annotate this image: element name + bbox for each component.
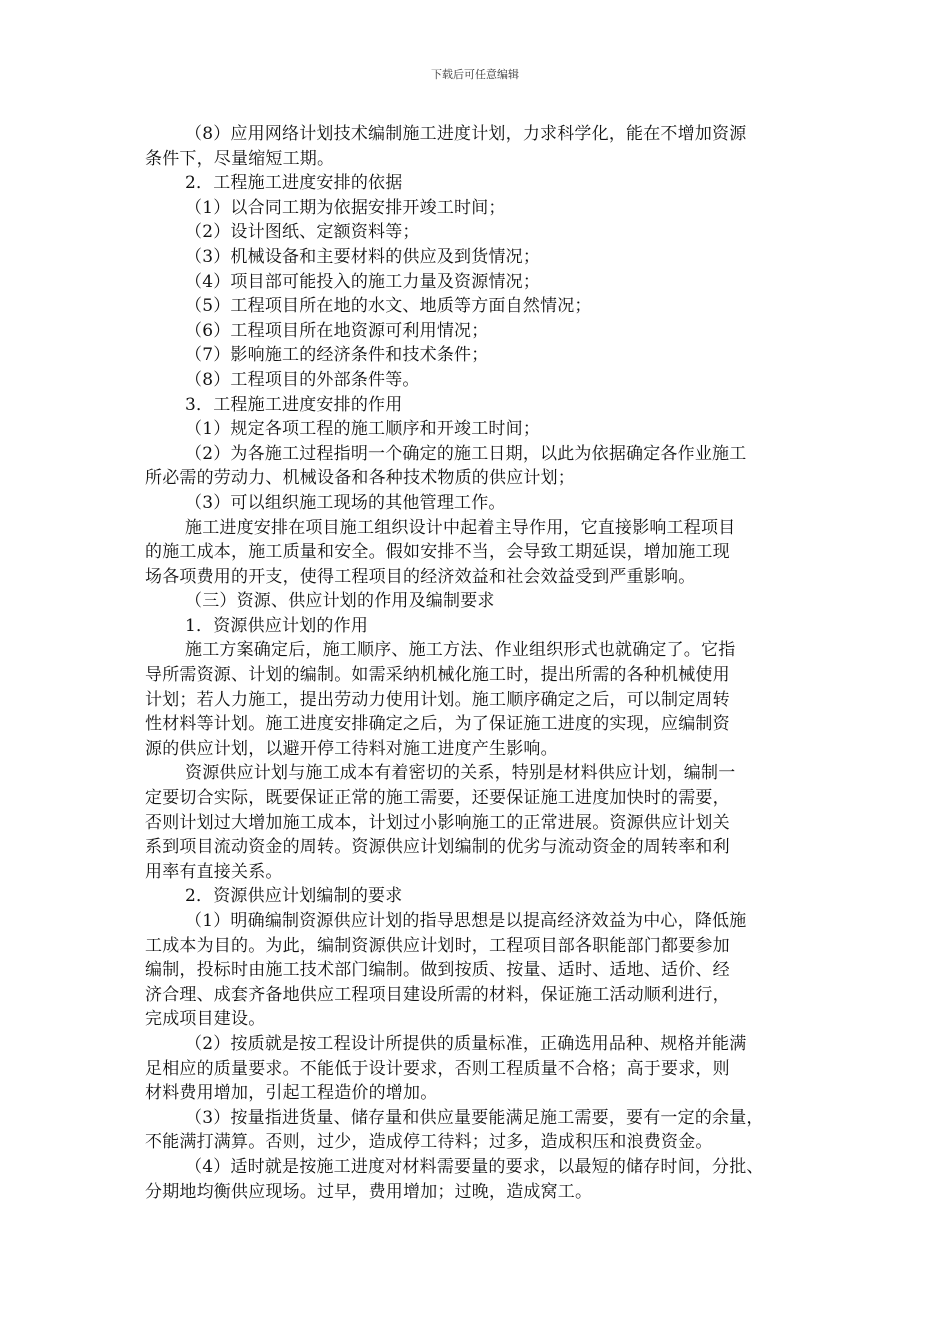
text-line: 用率有直接关系。 [145, 861, 283, 882]
text-line: 3．工程施工进度安排的作用 [185, 394, 403, 415]
text-line: 完成项目建设。 [145, 1009, 266, 1030]
text-line: （1）以合同工期为依据安排开竣工时间； [185, 197, 506, 218]
text-line: 工成本为目的。为此，编制资源供应计划时，工程项目部各职能部门都要参加 [145, 935, 730, 956]
document-body [145, 122, 815, 1204]
text-line: 导所需资源、计划的编制。如需采纳机械化施工时，提出所需的各种机械使用 [145, 665, 730, 686]
text-line: （2）按质就是按工程设计所提供的质量标准，正确选用品种、规格并能满 [185, 1033, 747, 1054]
text-line: 源的供应计划，以避开停工待料对施工进度产生影响。 [145, 738, 558, 759]
text-line: （4）适时就是按施工进度对材料需要量的要求，以最短的储存时间，分批、 [185, 1156, 764, 1177]
page-header: 下载后可任意编辑 [431, 68, 519, 81]
text-line: （7）影响施工的经济条件和技术条件； [185, 345, 489, 366]
text-line: 不能满打满算。否则，过少，造成停工待料；过多，造成积压和浪费资金。 [145, 1132, 713, 1153]
text-line: （1）明确编制资源供应计划的指导思想是以提高经济效益为中心，降低施 [185, 911, 747, 931]
text-line: （8）应用网络计划技术编制施工进度计划，力求科学化，能在不增加资源 [185, 124, 747, 144]
text-line: （5）工程项目所在地的水文、地质等方面自然情况； [185, 296, 592, 317]
text-line: （4）项目部可能投入的施工力量及资源情况； [185, 271, 541, 292]
text-line: （8）工程项目的外部条件等。 [185, 369, 420, 390]
text-line: （1）规定各项工程的施工顺序和开竣工时间； [185, 419, 541, 440]
text-line: （三）资源、供应计划的作用及编制要求 [185, 591, 495, 612]
text-line: 足相应的质量要求。不能低于设计要求，否则工程质量不合格；高于要求，则 [145, 1058, 730, 1079]
text-line: 系到项目流动资金的周转。资源供应计划编制的优劣与流动资金的周转率和利 [145, 837, 730, 858]
text-line: 所必需的劳动力、机械设备和各种技术物质的供应计划； [145, 468, 575, 489]
text-line: 否则计划过大增加施工成本，计划过小影响施工的正常进展。资源供应计划关 [145, 812, 730, 833]
text-line: 场各项费用的开支，使得工程项目的经济效益和社会效益受到严重影响。 [145, 566, 696, 587]
text-line: 编制，投标时由施工技术部门编制。做到按质、按量、适时、适地、适价、经 [145, 960, 730, 981]
text-line: 2．工程施工进度安排的依据 [185, 173, 403, 194]
text-line: 材料费用增加，引起工程造价的增加。 [145, 1083, 438, 1104]
text-line: 定要切合实际，既要保证正常的施工需要，还要保证施工进度加快时的需要， [145, 788, 730, 809]
text-line: （6）工程项目所在地资源可利用情况； [185, 320, 489, 341]
text-line: （2）为各施工过程指明一个确定的施工日期，以此为依据确定各作业施工 [185, 443, 747, 464]
text-line: 1．资源供应计划的作用 [185, 615, 369, 636]
text-line: 资源供应计划与施工成本有着密切的关系，特别是材料供应计划，编制一 [185, 763, 736, 784]
text-line: 的施工成本，施工质量和安全。假如安排不当，会导致工期延误，增加施工现 [145, 542, 730, 563]
text-line: 2．资源供应计划编制的要求 [185, 886, 403, 907]
text-line: 分期地均衡供应现场。过早，费用增加；过晚，造成窝工。 [145, 1181, 593, 1202]
text-line: 性材料等计划。施工进度安排确定之后，为了保证施工进度的实现，应编制资 [145, 714, 730, 735]
text-line: （3）可以组织施工现场的其他管理工作。 [185, 492, 506, 513]
text-line: （2）设计图纸、定额资料等； [185, 222, 420, 243]
text-line: 施工进度安排在项目施工组织设计中起着主导作用，它直接影响工程项目 [185, 517, 736, 538]
text-line: 济合理、成套齐备地供应工程项目建设所需的材料，保证施工活动顺利进行， [145, 984, 730, 1005]
text-line: 计划；若人力施工，提出劳动力使用计划。施工顺序确定之后，可以制定周转 [145, 689, 730, 710]
text-line: 条件下，尽量缩短工期。 [145, 148, 335, 169]
text-line: （3）机械设备和主要材料的供应及到货情况； [185, 246, 541, 267]
text-line: （3）按量指进货量、储存量和供应量要能满足施工需要，要有一定的余量， [185, 1107, 764, 1128]
text-line: 施工方案确定后，施工顺序、施工方法、作业组织形式也就确定了。它指 [185, 640, 736, 661]
